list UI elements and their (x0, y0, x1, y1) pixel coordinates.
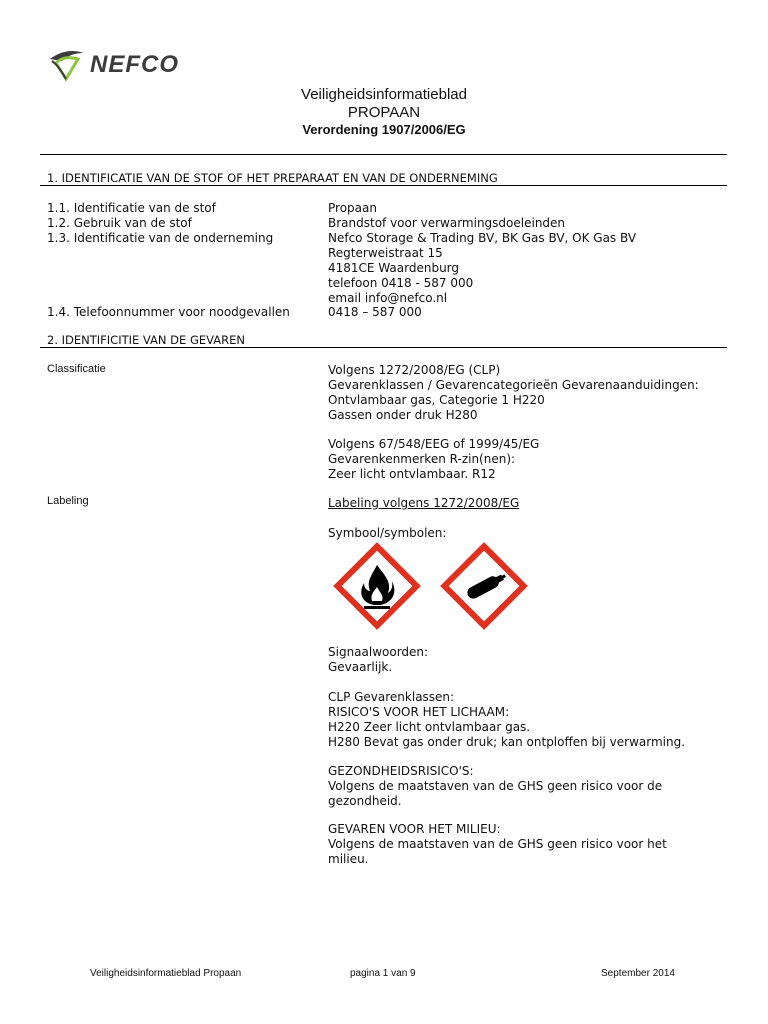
signal-value: Gevaarlijk. (328, 660, 393, 674)
emergency-label: 1.4. Telefoonnummer voor noodgevallen (47, 305, 290, 319)
row-value: Brandstof voor verwarmingsdoeleinden (328, 216, 566, 230)
health-line: Volgens de maatstaven van de GHS geen risico voor de (328, 779, 663, 793)
signal-title: Signaalwoorden: (328, 645, 429, 659)
address-line: telefoon 0418 - 587 000 (328, 276, 474, 290)
gas-cylinder-pictogram-icon (439, 541, 529, 631)
company-address (328, 246, 473, 306)
clp-line: CLP Gevarenklassen: (328, 690, 455, 704)
classification-line: Volgens 1272/2008/EG (CLP) (328, 363, 501, 377)
footer-page: pagina 1 van 9 (350, 968, 416, 979)
classification-old-line: Gevarenkenmerken R-zin(nen): (328, 452, 516, 466)
classification-old-line: Zeer licht ontvlambaar. R12 (328, 467, 496, 481)
address-line: email info@nefco.nl (328, 291, 448, 305)
nefco-logo (48, 45, 188, 85)
symbols-label: Symbool/symbolen: (328, 526, 447, 540)
classification-old-line: Volgens 67/548/EEG of 1999/45/EG (328, 437, 540, 451)
product-name: PROPAAN (347, 104, 421, 121)
signal-block (328, 645, 428, 675)
divider (40, 347, 727, 348)
row-label: 1.2. Gebruik van de stof (47, 216, 192, 230)
section2-heading: 2. IDENTIFICITIE VAN DE GEVAREN (47, 333, 245, 347)
row-value: Propaan (328, 201, 377, 215)
nefco-swoosh-icon (48, 45, 92, 85)
clp-block (328, 690, 685, 750)
classification-line: Ontvlambaar gas, Categorie 1 H220 (328, 393, 545, 407)
row-label: 1.1. Identificatie van de stof (47, 201, 216, 215)
address-line: Regterweistraat 15 (328, 246, 443, 260)
environment-line: GEVAREN VOOR HET MILIEU: (328, 822, 501, 836)
row-value: Nefco Storage & Trading BV, BK Gas BV, OK Gas BV (328, 231, 637, 245)
health-block (328, 764, 662, 809)
footer-date: September 2014 (601, 968, 675, 979)
logo-text: NEFCO (90, 51, 179, 78)
classification-line: Gassen onder druk H280 (328, 408, 478, 422)
clp-line: RISICO'S VOOR HET LICHAAM: (328, 705, 510, 719)
row-label: 1.3. Identificatie van de onderneming (47, 231, 274, 245)
environment-block (328, 822, 667, 867)
footer-left: Veiligheidsinformatieblad Propaan (90, 968, 242, 979)
clp-line: H280 Bevat gas onder druk; kan ontploffen bij verwarming. (328, 735, 686, 749)
document-title: Veiligheidsinformatieblad (301, 86, 467, 103)
health-line: gezondheid. (328, 794, 402, 808)
section1-heading: 1. IDENTIFICATIE VAN DE STOF OF HET PREPARAAT EN VAN DE ONDERNEMING (47, 171, 498, 185)
clp-line: H220 Zeer licht ontvlambaar gas. (328, 720, 531, 734)
regulation: Verordening 1907/2006/EG (302, 122, 466, 137)
labeling-label: Labeling (47, 495, 89, 507)
address-line: 4181CE Waardenburg (328, 261, 460, 275)
emergency-value: 0418 – 587 000 (328, 305, 422, 319)
classification-old-block (328, 437, 539, 482)
health-line: GEZONDHEIDSRISICO'S: (328, 764, 474, 778)
classification-line: Gevarenklassen / Gevarencategorieën Gevarenaanduidingen: (328, 378, 699, 392)
labeling-title: Labeling volgens 1272/2008/EG (328, 496, 520, 510)
flame-pictogram-icon (332, 541, 422, 631)
environment-line: milieu. (328, 852, 369, 866)
divider (40, 154, 727, 155)
divider (40, 185, 727, 186)
classification-block (328, 363, 699, 423)
classification-label: Classificatie (47, 363, 106, 375)
environment-line: Volgens de maatstaven van de GHS geen risico voor het (328, 837, 667, 851)
